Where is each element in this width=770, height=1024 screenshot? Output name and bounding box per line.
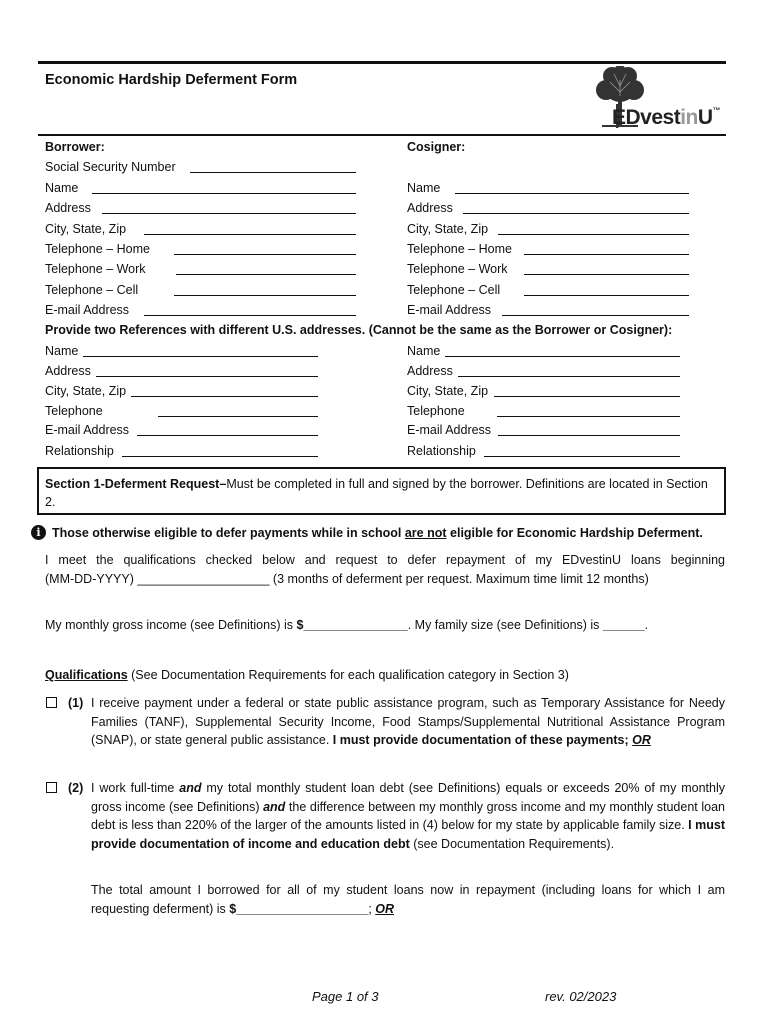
ref2-email-field[interactable] <box>498 422 680 436</box>
borrower-tel-work-field[interactable] <box>176 261 356 275</box>
ref1-relationship-field[interactable] <box>122 443 318 457</box>
form-title: Economic Hardship Deferment Form <box>45 72 298 88</box>
ref1-relationship-label: Relationship <box>45 444 114 458</box>
q2-checkbox[interactable] <box>46 782 57 793</box>
deferment-request: I meet the qualifications checked below and request to defer repayment of my EDvestinU loans beginning (MM-DD-YYYY) ___________________ (3 months of deferment per request. Maximum time limit 12 months) <box>45 553 725 586</box>
begin-date-field[interactable]: ___________________ <box>137 571 270 586</box>
cosigner-name-label: Name <box>407 181 441 195</box>
ref1-telephone-field[interactable] <box>158 403 318 417</box>
ref2-name-label: Name <box>407 344 441 358</box>
ref1-city-field[interactable] <box>131 383 318 397</box>
cosigner-email-field[interactable] <box>502 302 689 316</box>
ref1-email-label: E-mail Address <box>45 423 130 437</box>
q2-number: (2) <box>68 781 84 795</box>
borrower-tel-work-label: Telephone – Work <box>45 262 146 276</box>
q1-text: I receive payment under a federal or state public assistance program, such as Temporary Assistance for Needy Families (TANF), Supplemental Security Income, Food Stamps/Supplemental Nutritional Assistance Program (SNAP), or state general public assistance. I must provide documentation of these payments; OR <box>91 696 725 747</box>
ref2-address-field[interactable] <box>458 363 680 377</box>
total-borrowed-field[interactable]: ___________________ <box>236 901 369 916</box>
ref2-relationship-label: Relationship <box>407 444 476 458</box>
ref1-city-label: City, State, Zip <box>45 384 127 398</box>
borrower-ssn-label: Social Security Number <box>45 160 176 174</box>
monthly-income-field[interactable]: _______________ <box>303 618 408 632</box>
cosigner-city-field[interactable] <box>498 221 689 235</box>
borrower-tel-home-label: Telephone – Home <box>45 242 150 256</box>
cosigner-city-label: City, State, Zip <box>407 222 489 236</box>
q1-checkbox[interactable] <box>46 697 57 708</box>
ref2-telephone-label: Telephone <box>407 404 465 418</box>
ref1-name-label: Name <box>45 344 79 358</box>
cosigner-address-label: Address <box>407 201 453 215</box>
section1-box <box>37 467 726 515</box>
ineligible-notice: Those otherwise eligible to defer payments while in school are not eligible for Economic Hardship Deferment. <box>52 526 703 540</box>
ref2-city-field[interactable] <box>494 383 680 397</box>
income-line: My monthly gross income (see Definitions) is $_______________. My family size (see Definitions) is ______. <box>45 618 649 632</box>
borrower-tel-cell-label: Telephone – Cell <box>45 283 139 297</box>
cosigner-email-label: E-mail Address <box>407 303 492 317</box>
family-size-field[interactable]: ______ <box>602 618 645 632</box>
top-rule <box>38 61 726 64</box>
borrower-tel-home-field[interactable] <box>174 241 356 255</box>
ref2-address-label: Address <box>407 364 453 378</box>
cosigner-tel-home-label: Telephone – Home <box>407 242 512 256</box>
borrower-name-label: Name <box>45 181 79 195</box>
cosigner-tel-work-field[interactable] <box>524 261 689 275</box>
ref1-address-field[interactable] <box>96 363 318 377</box>
cosigner-name-field[interactable] <box>455 180 689 194</box>
borrower-city-label: City, State, Zip <box>45 222 127 236</box>
ref2-city-label: City, State, Zip <box>407 384 489 398</box>
borrower-address-label: Address <box>45 201 91 215</box>
ref1-address-label: Address <box>45 364 91 378</box>
cosigner-tel-cell-label: Telephone – Cell <box>407 283 501 297</box>
cosigner-tel-home-field[interactable] <box>524 241 689 255</box>
cosigner-heading: Cosigner: <box>407 140 466 154</box>
borrower-heading: Borrower: <box>45 140 105 154</box>
qualifications-heading: Qualifications (See Documentation Requirements for each qualification category in Section 3) <box>45 668 569 682</box>
q2-text: I work full-time and my total monthly student loan debt (see Definitions) equals or exceeds 20% of my monthly gross income (see Definitions) and the difference between my monthly gross income and my monthly student loan debt is less than 220% of the larger of the amounts listed in (4) below for my state by applicable family size. I must provide documentation of income and education debt (see Documentation Requirements). <box>91 781 725 851</box>
borrower-address-field[interactable] <box>102 200 356 214</box>
borrower-email-field[interactable] <box>144 302 356 316</box>
references-heading: Provide two References with different U.S. addresses. (Cannot be the same as the Borrower or Cosigner): <box>45 323 673 337</box>
q1-number: (1) <box>68 696 84 710</box>
revision-date: rev. 02/2023 <box>545 989 617 1004</box>
ref2-email-label: E-mail Address <box>407 423 492 437</box>
ref2-relationship-field[interactable] <box>484 443 680 457</box>
ref1-telephone-label: Telephone <box>45 404 103 418</box>
ref2-name-field[interactable] <box>445 343 680 357</box>
borrower-ssn-field[interactable] <box>190 159 356 173</box>
section1-text: Section 1-Deferment Request–Must be completed in full and signed by the borrower. Definitions are located in Section 2. <box>45 477 708 509</box>
ref2-telephone-field[interactable] <box>497 403 680 417</box>
borrower-city-field[interactable] <box>144 221 356 235</box>
cosigner-tel-cell-field[interactable] <box>524 282 689 296</box>
info-icon: i <box>31 525 46 540</box>
borrower-tel-cell-field[interactable] <box>174 282 356 296</box>
borrower-email-label: E-mail Address <box>45 303 130 317</box>
page-number: Page 1 of 3 <box>312 989 379 1004</box>
cosigner-tel-work-label: Telephone – Work <box>407 262 508 276</box>
cosigner-address-field[interactable] <box>463 200 689 214</box>
q2-total-borrowed: The total amount I borrowed for all of my student loans now in repayment (including loans for which I am requesting deferment) is $___________________; OR <box>91 883 725 916</box>
ref1-name-field[interactable] <box>83 343 318 357</box>
header-rule <box>38 134 726 136</box>
ref1-email-field[interactable] <box>137 422 318 436</box>
brand-logo: EDvestinU™ <box>612 106 721 129</box>
borrower-name-field[interactable] <box>92 180 356 194</box>
